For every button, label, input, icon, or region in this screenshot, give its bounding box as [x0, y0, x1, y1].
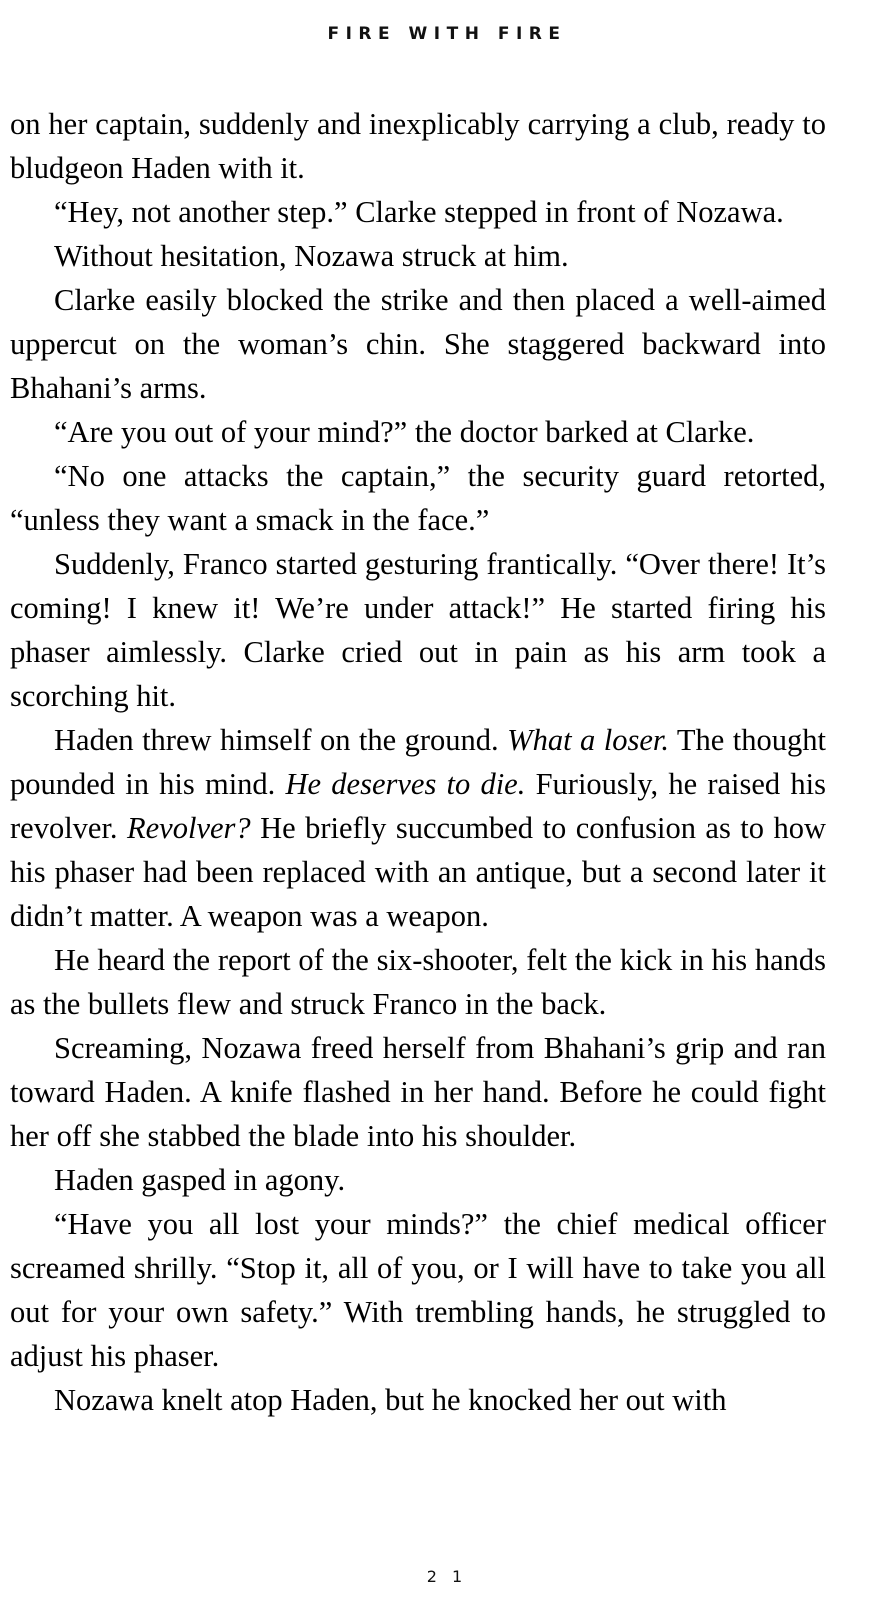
emphasis-text: What a loser.: [507, 723, 669, 757]
body-text-run: Furiously, he raised his revolver.: [10, 767, 826, 845]
paragraph: [10, 102, 826, 190]
body-text-run: Haden threw himself on the ground.: [54, 723, 508, 757]
paragraph: [10, 234, 826, 278]
body-text-run: Suddenly, Franco started gesturing frantically. “Over there! It’s coming! I knew it! We’re under attack!” He started firing his phaser aimlessly. Clarke cried out in pain as his arm took a scorching hit.: [10, 547, 826, 713]
paragraph: [10, 1026, 826, 1158]
paragraph: [10, 1158, 826, 1202]
body-text-run: on her captain, suddenly and inexplicably carrying a club, ready to bludgeon Haden with it.: [10, 107, 826, 185]
body-text-run: “No one attacks the captain,” the security guard retorted, “unless they want a smack in the face.”: [10, 459, 826, 537]
body-text-run: “Have you all lost your minds?” the chief medical officer screamed shrilly. “Stop it, all of you, or I will have to take you all out for your own safety.” With trembling hands, he struggled to adjust his phaser.: [10, 1207, 826, 1373]
body-text-run: The thought pounded in his mind.: [10, 723, 826, 801]
paragraph: [10, 278, 826, 410]
body-text-run: He briefly succumbed to confusion as to how his phaser had been replaced with an antique, but a second later it didn’t matter. A weapon was a weapon.: [10, 811, 826, 933]
body-text-run: Haden gasped in agony.: [54, 1163, 346, 1197]
body-text-run: Clarke easily blocked the strike and then placed a well-aimed uppercut on the woman’s chin. She staggered backward into Bhahani’s arms.: [10, 283, 826, 405]
body-text-run: Without hesitation, Nozawa struck at him.: [54, 239, 569, 273]
body-text-run: He heard the report of the six-shooter, felt the kick in his hands as the bullets flew and struck Franco in the back.: [10, 943, 826, 1021]
paragraph: [10, 938, 826, 1026]
running-head: FIRE WITH FIRE: [327, 24, 567, 44]
paragraph: [10, 190, 826, 234]
body-text: [10, 102, 826, 1422]
paragraph: [10, 542, 826, 718]
page-number: 2 1: [426, 1567, 468, 1586]
body-text-run: “Are you out of your mind?” the doctor barked at Clarke.: [54, 415, 755, 449]
emphasis-text: He deserves to die.: [285, 767, 526, 801]
body-text-run: Screaming, Nozawa freed herself from Bhahani’s grip and ran toward Haden. A knife flashed in her hand. Before he could fight her off she stabbed the blade into his shoulder.: [10, 1031, 826, 1153]
paragraph: [10, 1378, 826, 1422]
paragraph: [10, 718, 826, 938]
paragraph: [10, 410, 826, 454]
body-text-run: “Hey, not another step.” Clarke stepped in front of Nozawa.: [54, 195, 784, 229]
body-text-run: Nozawa knelt atop Haden, but he knocked her out with: [54, 1383, 727, 1417]
paragraph: [10, 1202, 826, 1378]
paragraph: [10, 454, 826, 542]
emphasis-text: Revolver?: [127, 811, 251, 845]
